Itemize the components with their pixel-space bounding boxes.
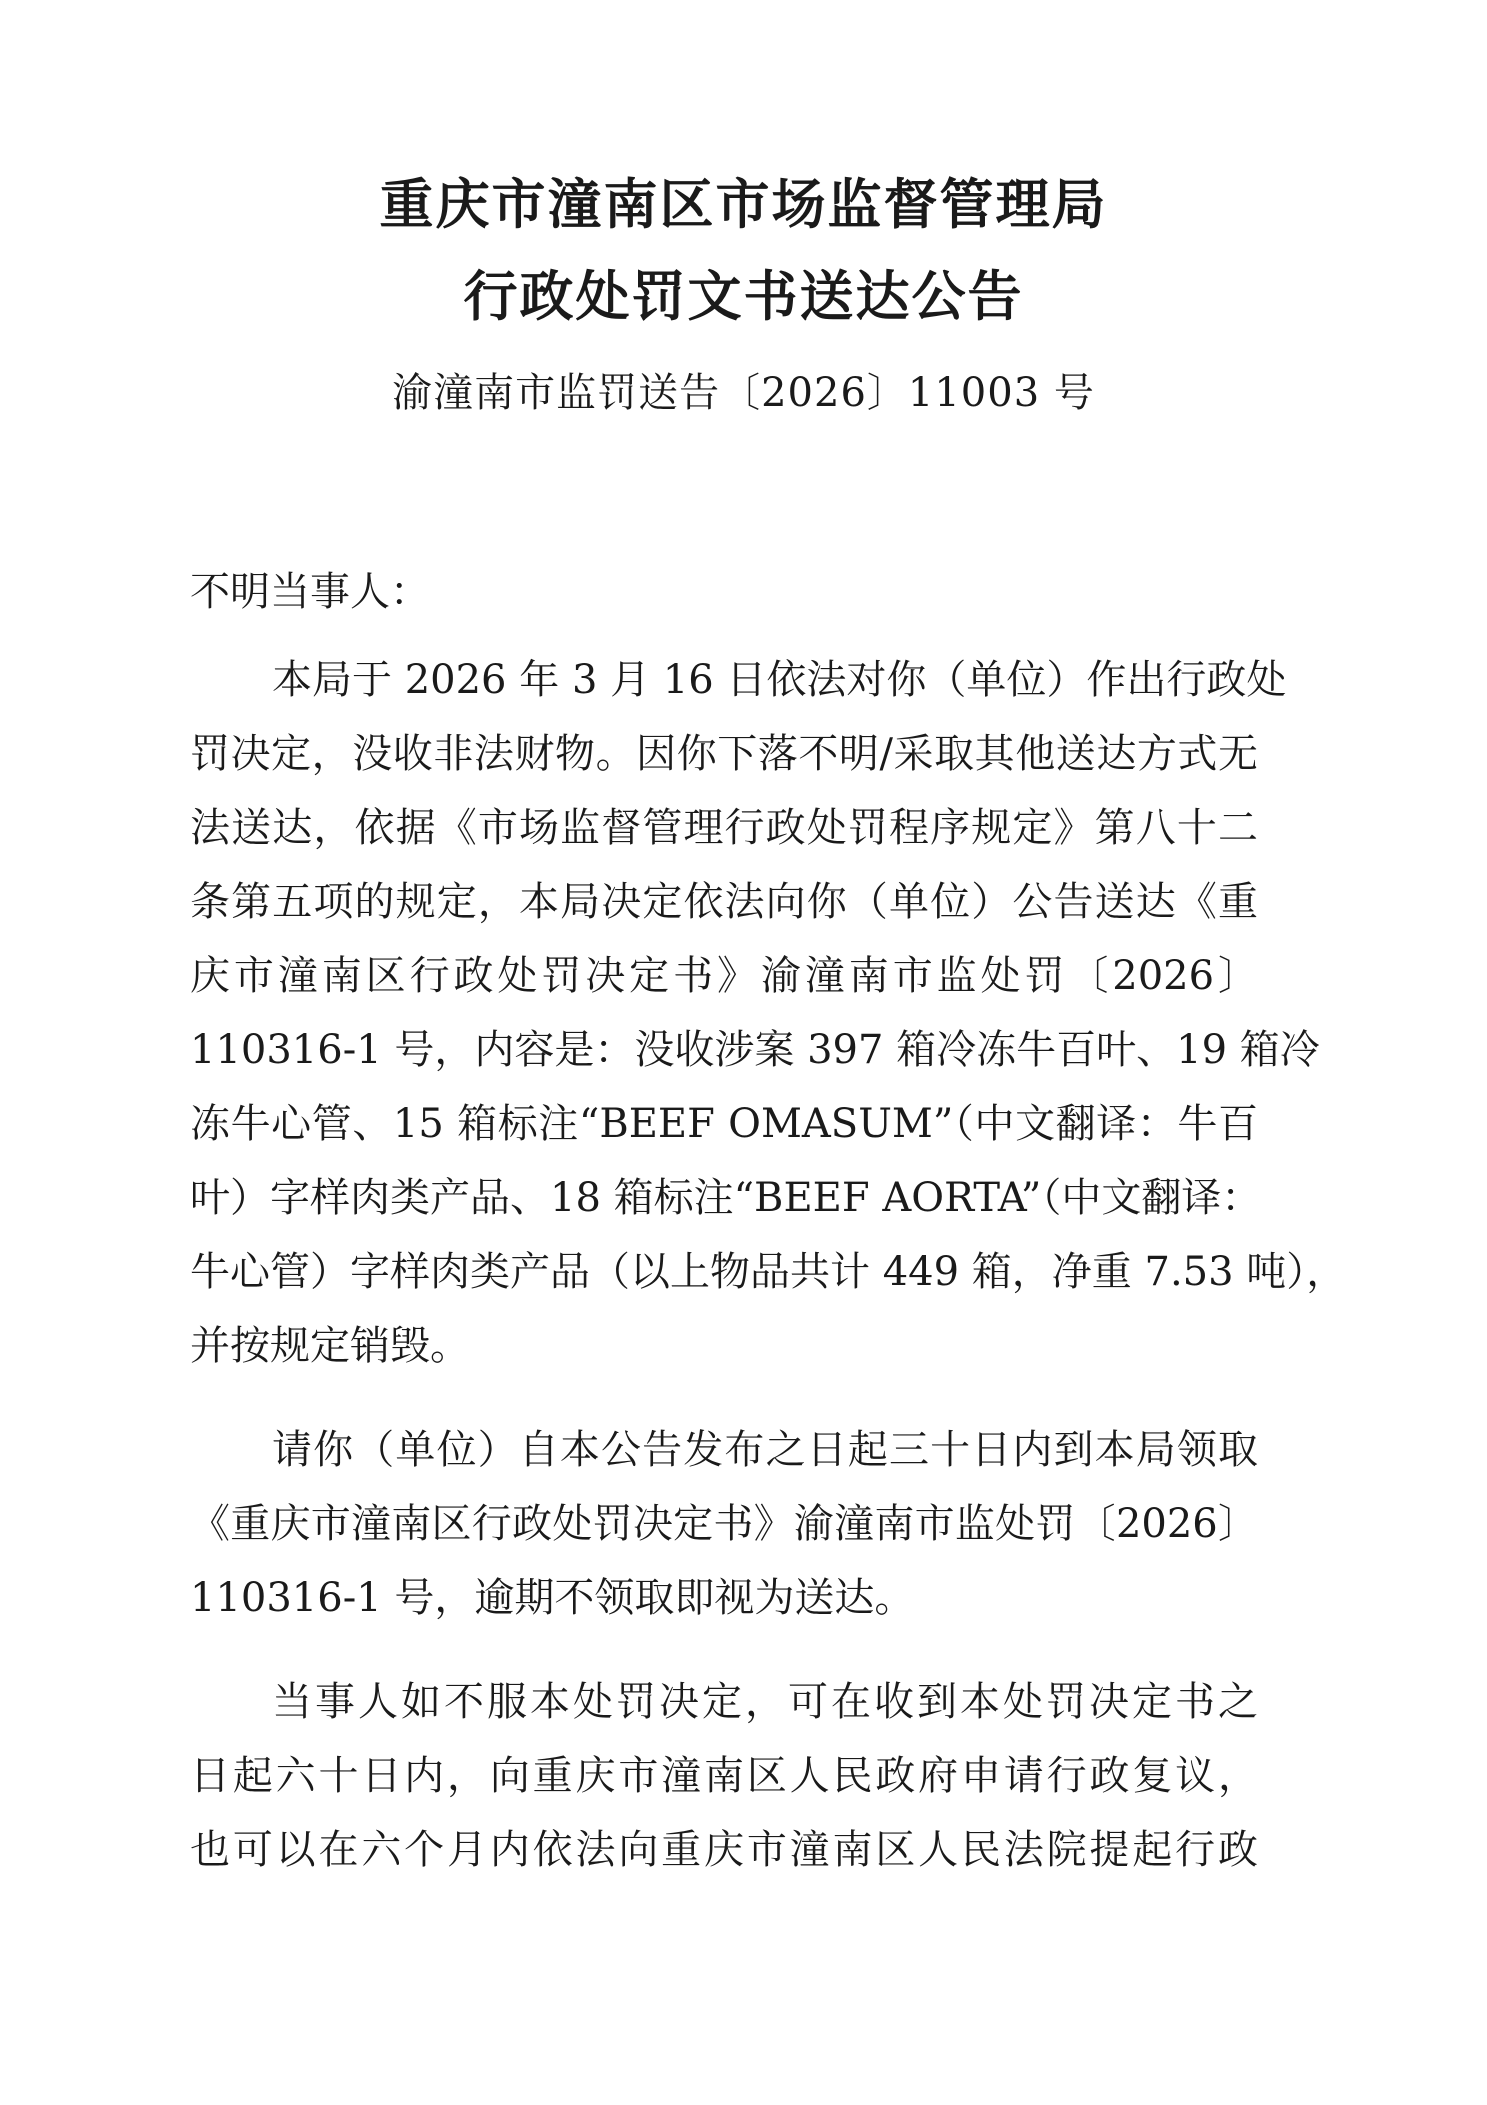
paragraph-1-line: 并按规定销毁。 (190, 1323, 470, 1369)
paragraph-1-line: 110316-1 号，内容是：没收涉案 397 箱冷冻牛百叶、19 箱冷 (190, 1027, 1320, 1073)
document-title-line-2: 行政处罚文书送达公告 (463, 264, 1024, 328)
paragraph-1-line: 本局于 2026 年 3 月 16 日依法对你（单位）作出行政处 (272, 657, 1287, 703)
paragraph-2-line: 请你（单位）自本公告发布之日起三十日内到本局领取 (272, 1427, 1258, 1473)
paragraph-1-line: 冻牛心管、15 箱标注“BEEF OMASUM”（中文翻译：牛百 (190, 1101, 1258, 1147)
paragraph-2-line: 《重庆市潼南区行政处罚决定书》渝潼南市监处罚〔2026〕 (190, 1501, 1258, 1547)
paragraph-3-line: 当事人如不服本处罚决定，可在收到本处罚决定书之 (272, 1679, 1258, 1725)
paragraph-2-line: 110316-1 号，逾期不领取即视为送达。 (190, 1575, 915, 1621)
addressee: 不明当事人： (190, 569, 430, 615)
paragraph-1-line: 条第五项的规定，本局决定依法向你（单位）公告送达《重 (190, 879, 1258, 925)
paragraph-3-line: 也可以在六个月内依法向重庆市潼南区人民法院提起行政 (190, 1827, 1258, 1873)
document-number: 渝潼南市监罚送告〔2026〕11003 号 (392, 370, 1095, 416)
document-title-line-1: 重庆市潼南区市场监督管理局 (379, 172, 1108, 236)
paragraph-3-line: 日起六十日内，向重庆市潼南区人民政府申请行政复议， (190, 1753, 1258, 1799)
paragraph-1-line: 牛心管）字样肉类产品（以上物品共计 449 箱，净重 7.53 吨）， (190, 1249, 1347, 1295)
paragraph-1-line: 罚决定，没收非法财物。因你下落不明/采取其他送达方式无 (190, 731, 1258, 777)
paragraph-1-line: 法送达，依据《市场监督管理行政处罚程序规定》第八十二 (190, 805, 1258, 851)
paragraph-1-line: 庆市潼南区行政处罚决定书》渝潼南市监处罚〔2026〕 (190, 953, 1258, 999)
paragraph-1-line: 叶）字样肉类产品、18 箱标注“BEEF AORTA”（中文翻译： (190, 1175, 1262, 1221)
